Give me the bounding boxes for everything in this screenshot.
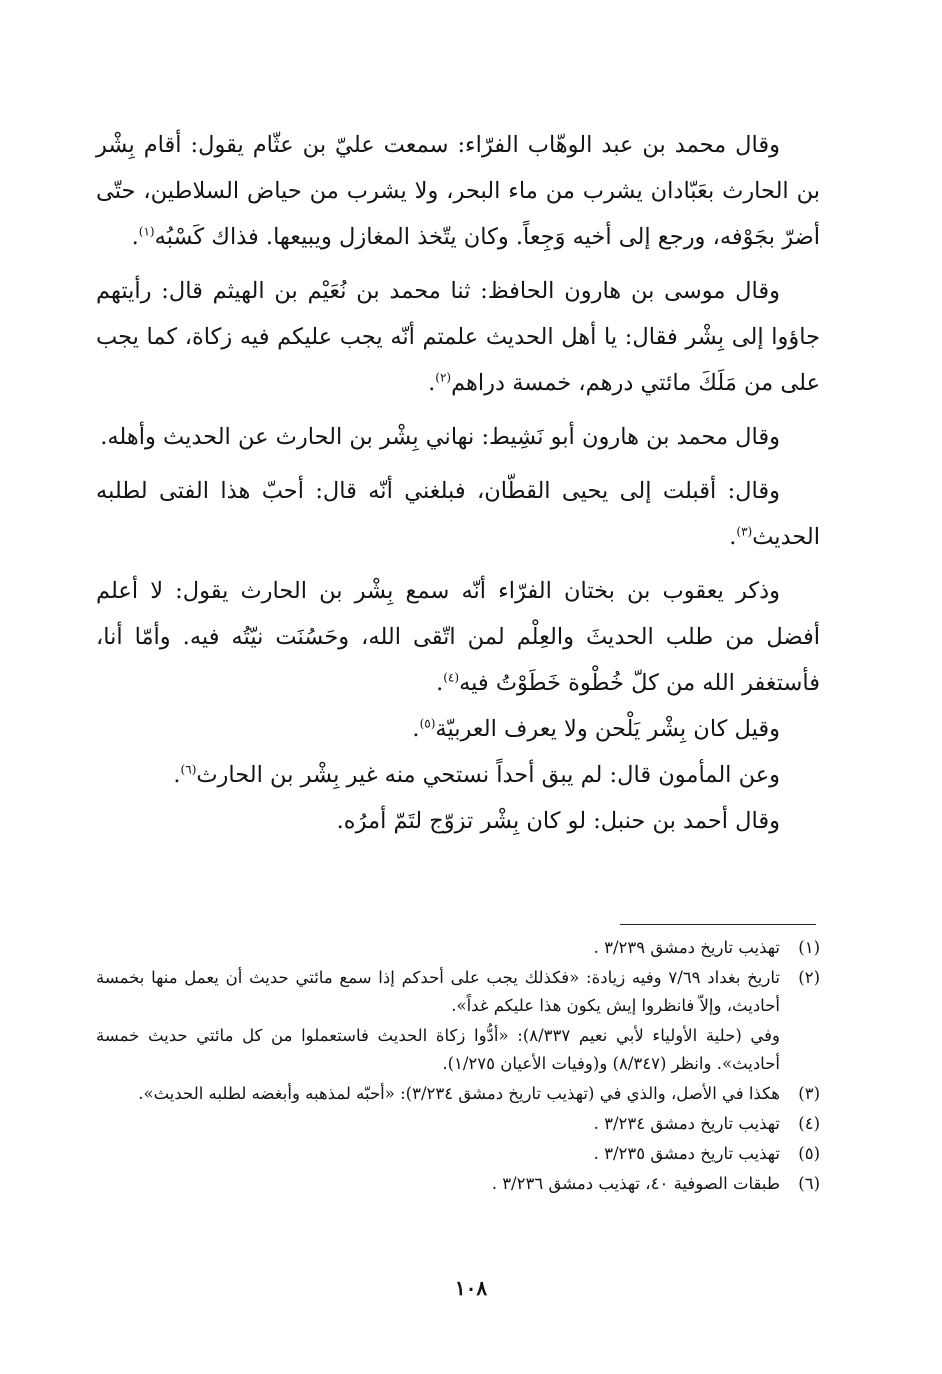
paragraph-7: وعن المأمون قال: لم يبق أحداً نستحي منه غير بِشْر بن الحارث$^{(٦)}$. xyxy=(173,762,780,788)
footnote-text: طبقات الصوفية ٤٠، تهذيب دمشق ٣/٢٣٦ . xyxy=(491,1174,780,1193)
paragraph-1: وقال محمد بن عبد الوهّاب الفرّاء: سمعت عليّ بن عثّام يقول: أقام بِشْر بن الحارث بعَبّادان يشرب من ماء البحر، ولا يشرب من حياض السلاطين، حتّى أضرّ بجَوْفه، ورجع إلى أخيه وَجِعاً. وكان يتّخذ المغازل ويبيعها. فذاك كَسْبُه$^{(١)}$. xyxy=(96,132,820,250)
footnote-ref-2[interactable]: (٢) xyxy=(435,370,452,385)
footnote-ref-3[interactable]: (٣) xyxy=(736,524,753,539)
paragraph-5: وذكر يعقوب بن بختان الفرّاء أنّه سمع بِشْر بن الحارث يقول: لا أعلم أفضل من طلب الحديثَ والعِلْم لمن اتّقى الله، وحَسُنَت نيّتُه فيه. وأمّا أنا، فأستغفر الله من كلّ خُطْوة خَطَوْتُ فيه$^{(٤)}$. xyxy=(96,578,820,696)
footnote-6 xyxy=(96,1170,820,1198)
footnote-number: (٦) xyxy=(798,1174,820,1193)
footnote-text: تاريخ بغداد ٧/٦٩ وفيه زيادة: «فكذلك يجب على أحدكم إذا سمع مائتي حديث أن يعمل منها بخمسة أحاديث، وإلاّ فانظروا إيش يكون هذا عليكم غداً». xyxy=(96,968,780,1015)
footnote-number: (١) xyxy=(798,938,820,957)
main-text xyxy=(96,122,820,844)
footnote-text: تهذيب تاريخ دمشق ٣/٢٣٤ . xyxy=(593,1114,780,1133)
footnote-2-continuation: وفي (حلية الأولياء لأبي نعيم ٨/٣٣٧): «أدُّوا زكاة الحديث فاستعملوا من كل مائتي حديث خمسة أحاديث». وانظر (٨/٣٤٧) و(وفيات الأعيان ١/٢٧٥). xyxy=(96,1026,780,1073)
footnote-ref-1[interactable]: (١) xyxy=(138,224,155,239)
page-number: ١٠٨ xyxy=(454,1276,488,1300)
paragraph-2: وقال موسى بن هارون الحافظ: ثنا محمد بن نُعَيْم بن الهيثم قال: رأيتهم جاؤوا إلى بِشْر فقال: يا أهل الحديث علمتم أنّه يجب عليكم فيه زكاة، كما يجب على من مَلَكَ مائتي درهم، خمسة دراهم$^{(٢)}$. xyxy=(96,278,820,396)
footnote-ref-6[interactable]: (٦) xyxy=(180,762,197,777)
paragraph-6: وقيل كان بِشْر يَلْحن ولا يعرف العربيّة$^{(٥)}$. xyxy=(412,716,780,742)
paragraph-4: وقال: أقبلت إلى يحيى القطّان، فبلغني أنّه قال: أحبّ هذا الفتى لطلبه الحديث$^{(٣)}$. xyxy=(96,478,820,550)
footnote-number: (٣) xyxy=(798,1084,820,1103)
footnote-5 xyxy=(96,1140,820,1168)
footnote-number: (٥) xyxy=(798,1144,820,1163)
footnote-number: (٤) xyxy=(798,1114,820,1133)
footnote-separator xyxy=(620,924,816,925)
footnote-text: تهذيب تاريخ دمشق ٣/٢٣٥ . xyxy=(593,1144,780,1163)
footnote-ref-4[interactable]: (٤) xyxy=(443,670,460,685)
footnote-3 xyxy=(96,1080,820,1108)
paragraph-3: وقال محمد بن هارون أبو نَشِيط: نهاني بِشْر بن الحارث عن الحديث وأهله. xyxy=(100,424,780,450)
paragraph-8: وقال أحمد بن حنبل: لو كان بِشْر تزوّج لتَمّ أمرُه. xyxy=(336,808,780,834)
footnote-ref-5[interactable]: (٥) xyxy=(419,716,436,731)
footnotes xyxy=(96,934,820,1200)
footnote-text: هكذا في الأصل، والذي في (تهذيب تاريخ دمشق ٣/٢٣٤): «أحبّه لمذهبه وأبغضه لطلبه الحديث». xyxy=(138,1084,780,1103)
page-body xyxy=(96,122,820,844)
footnote-number: (٢) xyxy=(798,968,820,987)
footnote-text: تهذيب تاريخ دمشق ٣/٢٣٩ . xyxy=(593,938,780,957)
footnote-4 xyxy=(96,1110,820,1138)
footnote-2 xyxy=(96,964,820,1020)
footnote-1 xyxy=(96,934,820,962)
